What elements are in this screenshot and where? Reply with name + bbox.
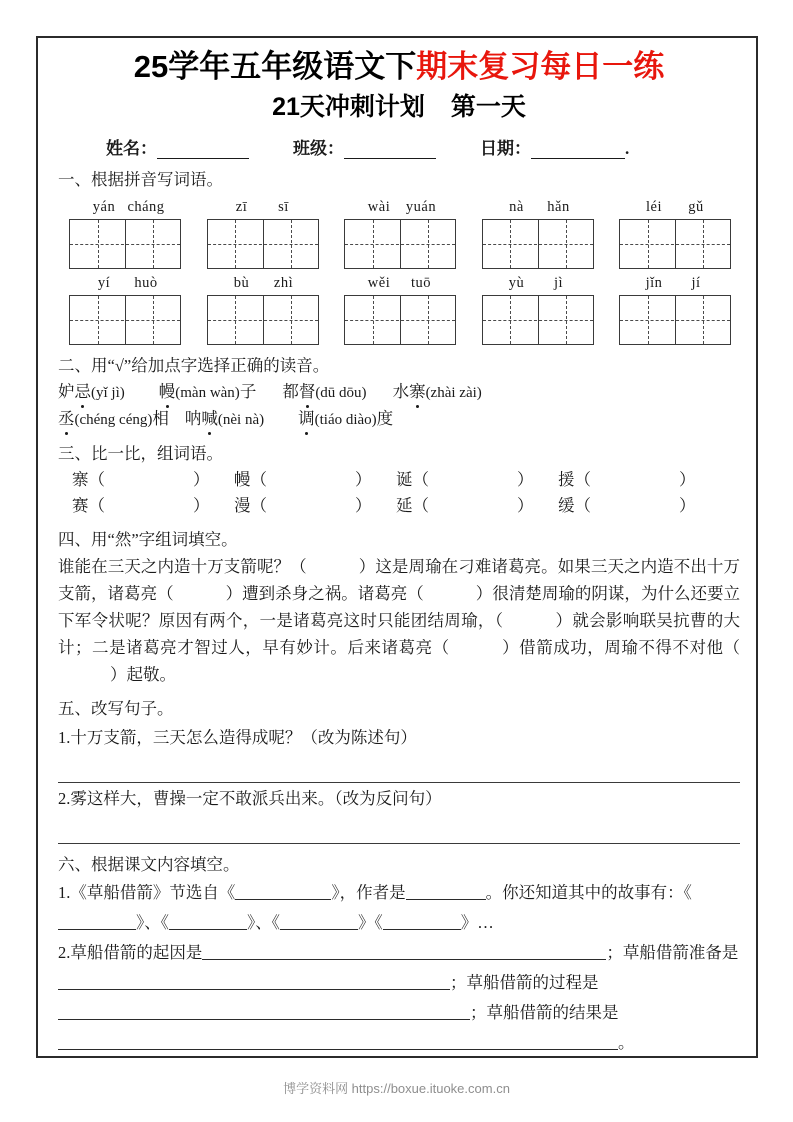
pron-prefix: 水 <box>392 382 410 401</box>
word-build-close: ） <box>517 470 534 489</box>
pron-prefix: 都 <box>282 382 299 401</box>
pron-dotted-char: 丞 <box>58 406 75 432</box>
q1-blank-story-1[interactable] <box>58 916 136 930</box>
pinyin-syllable-1: yù <box>508 275 525 291</box>
character-grid[interactable] <box>207 219 319 269</box>
name-label: 姓名： <box>106 139 157 158</box>
pinyin-label <box>66 197 184 217</box>
word-build-cell[interactable] <box>396 467 558 493</box>
pinyin-label <box>479 273 597 293</box>
word-build-cell[interactable] <box>234 467 396 493</box>
section-5-answer-line-1[interactable] <box>58 753 740 783</box>
section-3-heading: 三、比一比，组词语。 <box>58 444 223 463</box>
section-5-heading: 五、改写句子。 <box>58 699 174 718</box>
para-part: ）这是周瑜在刁难诸葛亮。如果三天之内造不出十万支箭，诸葛亮（ <box>58 557 741 603</box>
q2-part: ；草船借箭的结果是 <box>470 1003 619 1022</box>
q1-blank-story-3[interactable] <box>280 916 358 930</box>
para-part: 谁能在三天之内造十万支箭呢？（ <box>58 557 307 576</box>
name-input-line[interactable] <box>157 144 249 159</box>
character-grid[interactable] <box>207 295 319 345</box>
word-build-close: ） <box>517 496 534 515</box>
pron-options[interactable]: (zhài zài) <box>425 385 482 401</box>
page-subtitle <box>58 90 740 124</box>
para-part: ）很清楚周瑜的阴谋，为什么还要立下军令状呢？原因有两个，一是诸葛亮这时只能团结周瑜，（ <box>58 584 741 630</box>
pinyin-syllable-1: wài <box>367 199 391 215</box>
pinyin-syllable-1: wěi <box>367 275 391 291</box>
word-build-close: ） <box>355 496 372 515</box>
word-build-row-2 <box>58 493 740 519</box>
pinyin-label <box>66 273 184 293</box>
q2-part: 2.草船借箭的起因是 <box>58 943 203 962</box>
pron-options[interactable]: (yǐ jì) <box>91 385 125 401</box>
pinyin-grid-item <box>66 273 184 345</box>
student-info-row <box>58 134 740 159</box>
q1-blank-story-4[interactable] <box>383 916 461 930</box>
q2-part: ；草船借箭的过程是 <box>450 973 599 992</box>
pron-dotted-char: 调 <box>298 406 315 432</box>
pinyin-row-1 <box>58 197 740 269</box>
word-build-cell[interactable] <box>396 493 558 519</box>
pinyin-syllable-1: zī <box>235 199 248 215</box>
pinyin-grid-item <box>479 273 597 345</box>
word-build-close: ） <box>193 470 210 489</box>
pinyin-syllable-2: cháng <box>127 199 165 215</box>
pron-prefix: 妒 <box>58 382 75 401</box>
pron-item[interactable] <box>282 382 366 401</box>
section-5-question-2: 2.雾这样大，曹操一定不敢派兵出来。（改为反问句） <box>58 789 442 808</box>
date-label: 日期： <box>480 139 531 158</box>
pinyin-label <box>616 273 734 293</box>
section-4-paragraph <box>58 553 740 688</box>
word-build-char: 寨（ <box>72 470 105 489</box>
pron-prefix: 呐 <box>184 409 202 428</box>
pinyin-syllable-2: huò <box>134 275 158 291</box>
word-build-char: 延（ <box>396 496 429 515</box>
pinyin-syllable-2: tuō <box>410 275 432 291</box>
q1-part: 》，作者是 <box>331 883 406 902</box>
pinyin-label <box>341 273 459 293</box>
q1-part: 》《 <box>358 913 383 932</box>
pron-dotted-char: 喊 <box>201 406 218 432</box>
q2-part: ；草船借箭准备是 <box>606 943 739 962</box>
pron-item[interactable] <box>298 409 393 428</box>
pinyin-row-2 <box>58 273 740 345</box>
pinyin-syllable-2: jí <box>691 275 701 291</box>
q2-part: 。 <box>618 1033 635 1052</box>
word-build-char: 诞（ <box>396 470 429 489</box>
pinyin-syllable-2: zhì <box>273 275 294 291</box>
page-title <box>58 46 740 88</box>
title-red-part: 期末复习每日一练 <box>416 49 665 84</box>
word-build-char: 赛（ <box>72 496 105 515</box>
date-input-line[interactable] <box>531 144 625 159</box>
q1-part: 。你还知道其中的故事有：《 <box>485 883 692 902</box>
para-part: ）就会影响联吴抗曹的大计；二是诸葛亮才智过人，早有妙计。后来诸葛亮（ <box>58 611 741 657</box>
word-build-cell[interactable] <box>72 467 234 493</box>
pinyin-syllable-2: sī <box>278 199 289 215</box>
word-build-char: 漫（ <box>234 496 267 515</box>
class-input-line[interactable] <box>344 144 436 159</box>
q1-part: 》、《 <box>247 913 280 932</box>
footer-watermark: 博学资料网 https://boxue.ituoke.com.cn <box>283 1081 510 1096</box>
q2-blank-process[interactable] <box>58 1006 470 1020</box>
word-build-char: 援（ <box>558 470 591 489</box>
pinyin-syllable-1: jǐn <box>645 275 663 291</box>
pinyin-syllable-2: gǔ <box>688 199 704 215</box>
word-build-row-1 <box>58 467 740 493</box>
section-5-question-1: 1.十万支箭，三天怎么造得成呢？（改为陈述句） <box>58 728 417 747</box>
pinyin-syllable-1: léi <box>646 199 662 215</box>
pinyin-syllable-2: hǎn <box>547 199 570 215</box>
character-grid[interactable] <box>344 295 456 345</box>
pron-options[interactable]: (nèi nà) <box>217 412 265 428</box>
pinyin-grid-item <box>341 197 459 269</box>
pron-dotted-char: 忌 <box>75 379 92 405</box>
character-grid[interactable] <box>619 219 731 269</box>
class-label: 班级： <box>293 139 344 158</box>
character-grid[interactable] <box>482 295 594 345</box>
q1-blank-author[interactable] <box>406 886 486 900</box>
pronunciation-line-2 <box>58 406 740 433</box>
section-6-heading: 六、根据课文内容填空。 <box>58 855 240 874</box>
q2-blank-prepare[interactable] <box>58 976 450 990</box>
pron-item[interactable] <box>185 409 264 428</box>
para-part: ）遭到杀身之祸。诸葛亮（ <box>225 584 424 603</box>
date-trailing-dot: . <box>625 139 630 158</box>
worksheet-body <box>58 46 740 1058</box>
subtitle-plan: 21天冲刺计划 <box>272 93 425 121</box>
word-build-cell[interactable] <box>234 493 396 519</box>
title-black-part: 25学年五年级语文下 <box>133 49 417 84</box>
para-part: ）借箭成功，周瑜不得不对他（ <box>501 638 741 657</box>
pinyin-grid-item <box>479 197 597 269</box>
word-build-close: ） <box>193 496 210 515</box>
pinyin-grid-item <box>204 273 322 345</box>
pronunciation-line-1 <box>58 379 740 406</box>
pinyin-syllable-2: yuán <box>405 199 437 215</box>
word-build-char: 缓（ <box>558 496 591 515</box>
pinyin-grid-item <box>341 273 459 345</box>
q1-part: 》、《 <box>136 913 169 932</box>
pinyin-label <box>479 197 597 217</box>
pron-dotted-char: 寨 <box>409 379 426 405</box>
para-part: ）起敬。 <box>110 665 176 684</box>
pinyin-grid-item <box>66 197 184 269</box>
pron-options[interactable]: (dū dōu) <box>315 385 367 401</box>
pron-suffix: 度 <box>376 409 394 428</box>
pinyin-grid-item <box>616 197 734 269</box>
character-grid[interactable] <box>619 295 731 345</box>
pinyin-syllable-1: nà <box>509 199 524 215</box>
pron-options[interactable]: (màn wàn) <box>175 385 240 401</box>
pinyin-label <box>616 197 734 217</box>
subtitle-day: 第一天 <box>450 93 526 121</box>
q1-part: 1.《草船借箭》节选自《 <box>58 883 236 902</box>
section-1-heading: 一、根据拼音写词语。 <box>58 170 223 189</box>
pron-suffix: 相 <box>152 409 169 428</box>
pron-dotted-char: 督 <box>299 379 316 405</box>
section-2-heading: 二、用“√”给加点字选择正确的读音。 <box>58 356 330 375</box>
word-build-char: 幔（ <box>234 470 267 489</box>
q1-part: 》… <box>460 913 494 932</box>
pinyin-syllable-2: jì <box>553 275 564 291</box>
pron-item[interactable] <box>159 382 257 401</box>
pinyin-label <box>204 273 322 293</box>
character-grid[interactable] <box>344 219 456 269</box>
character-grid[interactable] <box>69 295 181 345</box>
character-grid[interactable] <box>482 219 594 269</box>
pinyin-label <box>204 197 322 217</box>
pron-item[interactable] <box>58 382 125 401</box>
section-6-question-2 <box>58 938 740 1058</box>
q1-blank-source[interactable] <box>235 886 331 900</box>
pinyin-grid-item <box>616 273 734 345</box>
word-build-close: ） <box>355 470 372 489</box>
word-build-cell[interactable] <box>558 467 720 493</box>
pinyin-syllable-1: yí <box>97 275 111 291</box>
section-5-answer-line-2[interactable] <box>58 814 740 844</box>
pron-item[interactable] <box>58 409 169 428</box>
q2-blank-cause[interactable] <box>202 946 606 960</box>
character-grid[interactable] <box>69 219 181 269</box>
pinyin-syllable-1: yán <box>92 199 116 215</box>
word-build-close: ） <box>679 470 696 489</box>
pron-suffix: 子 <box>239 382 257 401</box>
word-build-close: ） <box>679 496 696 515</box>
pron-options[interactable]: (tiáo diào) <box>314 412 377 428</box>
q1-blank-story-2[interactable] <box>169 916 247 930</box>
word-build-cell[interactable] <box>72 493 234 519</box>
section-6-question-1 <box>58 878 740 938</box>
pron-item[interactable] <box>393 382 482 401</box>
pron-options[interactable]: (chéng céng) <box>74 412 153 428</box>
pinyin-label <box>341 197 459 217</box>
section-4-heading: 四、用“然”字组词填空。 <box>58 530 238 549</box>
word-build-cell[interactable] <box>558 493 720 519</box>
pinyin-syllable-1: bù <box>233 275 250 291</box>
q2-blank-result[interactable] <box>58 1036 618 1050</box>
pron-dotted-char: 幔 <box>159 379 176 405</box>
page-border <box>36 36 758 1058</box>
pinyin-grid-item <box>204 197 322 269</box>
